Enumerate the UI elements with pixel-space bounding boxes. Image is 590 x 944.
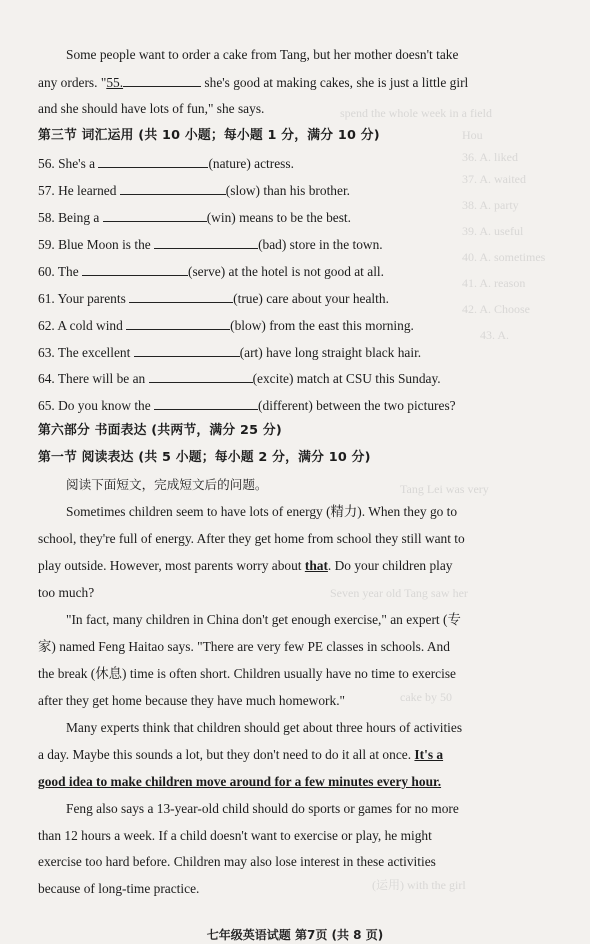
- answer-blank[interactable]: [154, 396, 258, 410]
- bleed-text: 42. A. Choose: [462, 302, 531, 316]
- vocab-item-61: 61. Your parents (true) care about your health.: [38, 291, 389, 306]
- bleed-text: 36. A. liked: [462, 150, 518, 164]
- reading-line: a day. Maybe this sounds a lot, but they don't need to do it all at once. It's a: [38, 747, 444, 762]
- bleed-text: spend the whole week in a field: [340, 106, 492, 120]
- part-heading: 第六部分 书面表达 (共两节，满分 25 分): [38, 423, 282, 438]
- answer-blank[interactable]: [120, 181, 226, 195]
- reading-line: Many experts think that children should get about three hours of activities: [66, 720, 463, 735]
- passage-text: she's good at making cakes, she is just a little girl: [201, 75, 469, 90]
- vocab-item-56: 56. She's a (nature) actress.: [38, 156, 294, 171]
- bleed-text: Hou: [462, 128, 483, 142]
- page-footer: 七年级英语试题 第7页 (共 8 页): [206, 928, 384, 942]
- reading-line: "In fact, many children in China don't get enough exercise," an expert (专: [66, 612, 461, 627]
- vocab-item-63: 63. The excellent (art) have long straight black hair.: [38, 345, 422, 360]
- reading-line: Sometimes children seem to have lots of energy (精力). When they go to: [66, 504, 458, 519]
- vocab-item-62: 62. A cold wind (blow) from the east this morning.: [38, 318, 414, 333]
- bleed-text: 38. A. party: [462, 198, 519, 212]
- reading-line: play outside. However, most parents worry about that. Do your children play: [38, 558, 453, 573]
- vocab-item-57: 57. He learned (slow) than his brother.: [38, 183, 351, 198]
- bleed-text: Tang Lei was very: [400, 482, 489, 496]
- bleed-text: 40. A. sometimes: [462, 250, 546, 264]
- reading-line: Feng also says a 13-year-old child should do sports or games for no more: [66, 801, 459, 816]
- vocab-item-64: 64. There will be an (excite) match at CSU this Sunday.: [38, 371, 441, 386]
- reading-line: exercise too hard before. Children may also lose interest in these activities: [38, 854, 436, 869]
- bleed-text: 39. A. useful: [462, 224, 524, 238]
- underlined-word: that: [304, 558, 328, 573]
- answer-blank[interactable]: [98, 154, 208, 168]
- reading-line: the break (休息) time is often short. Children usually have no time to exercise: [38, 666, 456, 681]
- vocab-item-65: 65. Do you know the (different) between the two pictures?: [38, 398, 456, 413]
- answer-blank-55[interactable]: [123, 73, 201, 87]
- section-heading: 第一节 阅读表达 (共 5 小题；每小题 2 分，满分 10 分): [38, 450, 371, 465]
- section-heading: 第三节 词汇运用 (共 10 小题；每小题 1 分，满分 10 分): [38, 128, 380, 143]
- vocab-item-59: 59. Blue Moon is the (bad) store in the town.: [38, 237, 383, 252]
- passage-line: Some people want to order a cake from Tang, but her mother doesn't take: [66, 47, 459, 62]
- instruction-text: 阅读下面短文，完成短文后的问题。: [66, 477, 268, 492]
- reading-line: because of long-time practice.: [38, 881, 200, 896]
- answer-blank[interactable]: [129, 289, 233, 303]
- bleed-text: 37. A. waited: [462, 172, 526, 186]
- underlined-sentence: good idea to make children move around for a few minutes every hour.: [38, 774, 442, 789]
- answer-blank[interactable]: [103, 208, 207, 222]
- underlined-sentence: It's a: [414, 747, 444, 762]
- passage-line: and she should have lots of fun," she says.: [38, 101, 265, 116]
- reading-line: school, they're full of energy. After they get home from school they still want to: [38, 531, 465, 546]
- passage-text: any orders. ": [38, 75, 107, 90]
- answer-blank[interactable]: [126, 316, 230, 330]
- reading-line: than 12 hours a week. If a child doesn't want to exercise or play, he might: [38, 828, 432, 843]
- answer-blank[interactable]: [82, 262, 188, 276]
- reading-line: after they get home because they have much homework.": [38, 693, 346, 708]
- bleed-text: 41. A. reason: [462, 276, 526, 290]
- vocab-item-58: 58. Being a (win) means to be the best.: [38, 210, 352, 225]
- passage-line: [38, 73, 574, 92]
- reading-line: 家) named Feng Haitao says. "There are very few PE classes in schools. And: [38, 639, 450, 654]
- answer-blank[interactable]: [134, 343, 240, 357]
- answer-blank[interactable]: [154, 235, 258, 249]
- answer-blank[interactable]: [149, 369, 253, 383]
- bleed-text: cake by 50: [400, 690, 452, 704]
- question-number: 55.: [106, 75, 124, 90]
- vocab-item-60: 60. The (serve) at the hotel is not good at all.: [38, 264, 384, 279]
- bleed-text: (运用) with the girl: [372, 878, 466, 892]
- bleed-text: 43. A.: [480, 328, 510, 342]
- bleed-text: Seven year old Tang saw her: [330, 586, 468, 600]
- reading-line: too much?: [38, 585, 95, 600]
